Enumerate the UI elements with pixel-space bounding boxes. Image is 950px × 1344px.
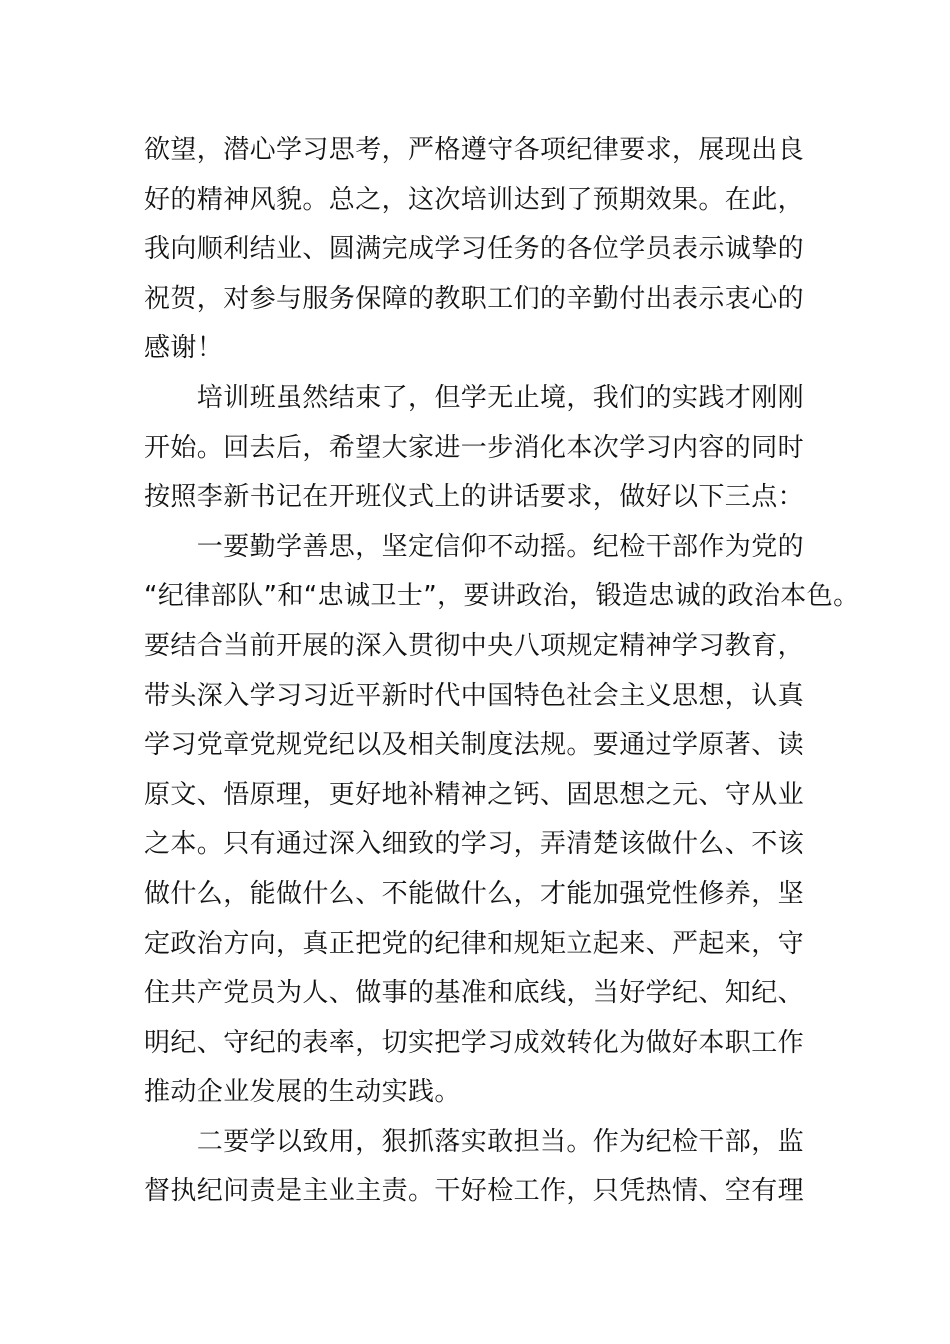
text-line: 学习党章党规党纪以及相关制度法规。要通过学原著、读 — [144, 730, 805, 761]
text-line: 带头深入学习习近平新时代中国特色社会主义思想，认真 — [144, 680, 805, 711]
text-line: 感谢！ — [144, 333, 224, 364]
text-line: 要结合当前开展的深入贯彻中央八项规定精神学习教育， — [144, 630, 805, 661]
text-line: 按照李新书记在开班仪式上的讲话要求，做好以下三点： — [144, 482, 805, 513]
document-body — [144, 126, 860, 1217]
text-line: 住共产党员为人、做事的基准和底线，当好学纪、知纪、 — [144, 978, 805, 1009]
text-line: 一要勤学善思，坚定信仰不动摇。纪检干部作为党的 — [144, 531, 805, 562]
text-line: 好的精神风貌。总之，这次培训达到了预期效果。在此， — [144, 184, 805, 215]
text-line: 我向顺利结业、圆满完成学习任务的各位学员表示诚挚的 — [144, 234, 805, 265]
text-line: 定政治方向，真正把党的纪律和规矩立起来、严起来，守 — [144, 928, 805, 959]
text-line: 欲望，潜心学习思考，严格遵守各项纪律要求，展现出良 — [144, 135, 805, 165]
text-line: 推动企业发展的生动实践。 — [144, 1077, 461, 1108]
text-line: 二要学以致用，狠抓落实敢担当。作为纪检干部，监 — [144, 1126, 805, 1157]
text-line: 祝贺，对参与服务保障的教职工们的辛勤付出表示衷心的 — [144, 283, 805, 314]
text-line: 原文、悟原理，更好地补精神之钙、固思想之元、守从业 — [144, 779, 805, 810]
text-line: 之本。只有通过深入细致的学习，弄清楚该做什么、不该 — [144, 829, 805, 860]
text-line: 做什么，能做什么、不能做什么，才能加强党性修养，坚 — [144, 878, 805, 909]
text-line: 督执纪问责是主业主责。干好检工作，只凭热情、空有理 — [144, 1176, 805, 1207]
text-line: “纪律部队”和“忠诚卫士”，要讲政治，锻造忠诚的政治本色。 — [144, 581, 860, 612]
text-line: 培训班虽然结束了，但学无止境，我们的实践才刚刚 — [144, 382, 805, 413]
text-line: 开始。回去后，希望大家进一步消化本次学习内容的同时 — [144, 432, 805, 463]
text-line: 明纪、守纪的表率，切实把学习成效转化为做好本职工作 — [144, 1027, 805, 1058]
